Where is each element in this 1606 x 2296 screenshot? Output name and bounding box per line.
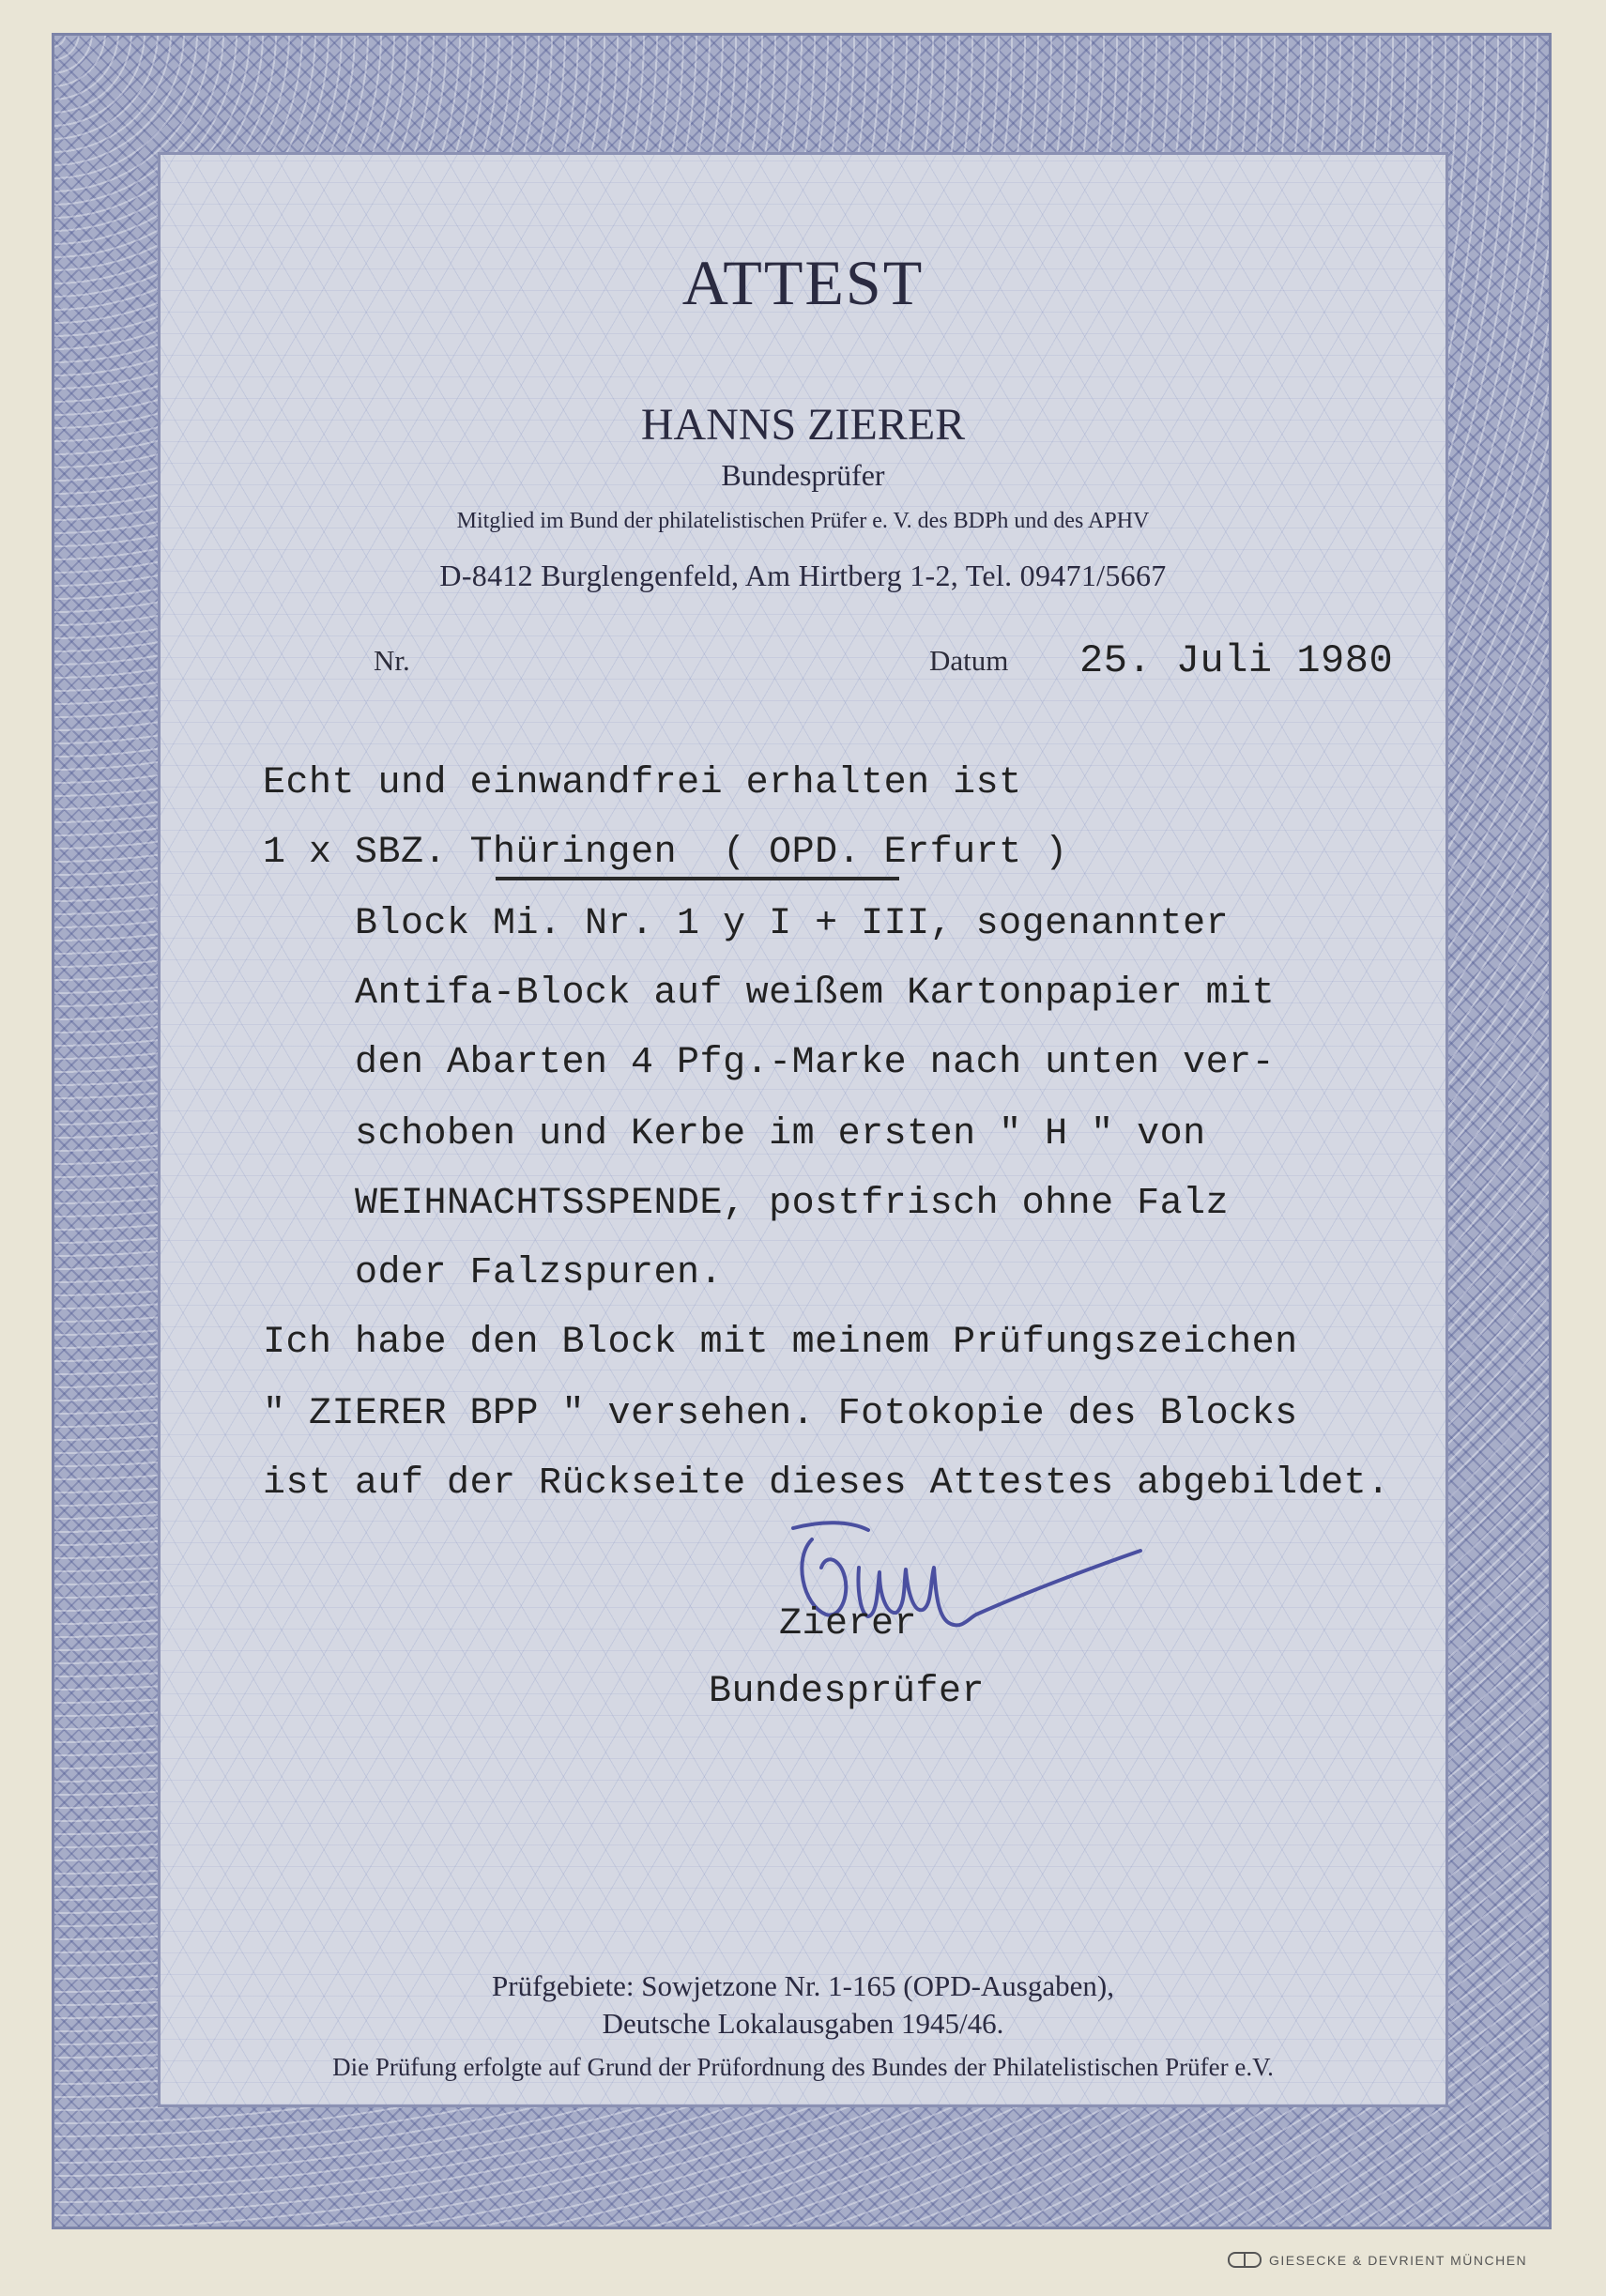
body-line: oder Falzspuren. bbox=[355, 1252, 724, 1294]
body-line: 1 x SBZ. Thüringen ( OPD. Erfurt ) bbox=[263, 832, 1068, 874]
date-value: 25. Juli 1980 bbox=[1079, 638, 1394, 683]
address-line: D-8412 Burglengenfeld, Am Hirtberg 1-2, Tel. 09471/5667 bbox=[439, 559, 1167, 592]
date-label: Datum bbox=[929, 644, 1009, 677]
signature-role: Bundesprüfer bbox=[709, 1671, 986, 1713]
printer-logo-icon bbox=[1228, 2252, 1262, 2268]
examiner-role: Bundesprüfer bbox=[721, 458, 885, 492]
membership-line: Mitglied im Bund der philatelistischen Prüfer e. V. des BDPh und des APHV bbox=[456, 509, 1150, 533]
body-line: Antifa-Block auf weißem Kartonpapier mit bbox=[355, 972, 1276, 1015]
footer-line: Die Prüfung erfolgte auf Grund der Prüfordnung des Bundes der Philatelistischen Prüfer e.V. bbox=[332, 2053, 1274, 2081]
body-line: Block Mi. Nr. 1 y I + III, sogenannter bbox=[355, 903, 1230, 945]
body-line: ist auf der Rückseite dieses Attestes abgebildet. bbox=[263, 1462, 1390, 1505]
thueringen-underline bbox=[496, 877, 899, 880]
body-line: Ich habe den Block mit meinem Prüfungszeichen bbox=[263, 1322, 1298, 1364]
examiner-name: HANNS ZIERER bbox=[640, 400, 966, 450]
body-line: Echt und einwandfrei erhalten ist bbox=[263, 762, 1022, 804]
body-line: " ZIERER BPP " versehen. Fotokopie des Blocks bbox=[263, 1393, 1298, 1435]
handwritten-signature bbox=[737, 1502, 1187, 1671]
printer-imprint: GIESECKE & DEVRIENT MÜNCHEN bbox=[1269, 2253, 1528, 2268]
body-line: schoben und Kerbe im ersten " H " von bbox=[355, 1113, 1206, 1156]
signature-name: Zierer bbox=[779, 1603, 918, 1645]
body-line: den Abarten 4 Pfg.-Marke nach unten ver- bbox=[355, 1042, 1276, 1084]
body-line: WEIHNACHTSSPENDE, postfrisch ohne Falz bbox=[355, 1183, 1230, 1225]
footer-line: Deutsche Lokalausgaben 1945/46. bbox=[602, 2007, 1004, 2040]
certificate-title: ATTEST bbox=[681, 247, 925, 318]
number-label: Nr. bbox=[374, 644, 410, 677]
footer-line: Prüfgebiete: Sowjetzone Nr. 1-165 (OPD-Ausgaben), bbox=[492, 1969, 1114, 2002]
